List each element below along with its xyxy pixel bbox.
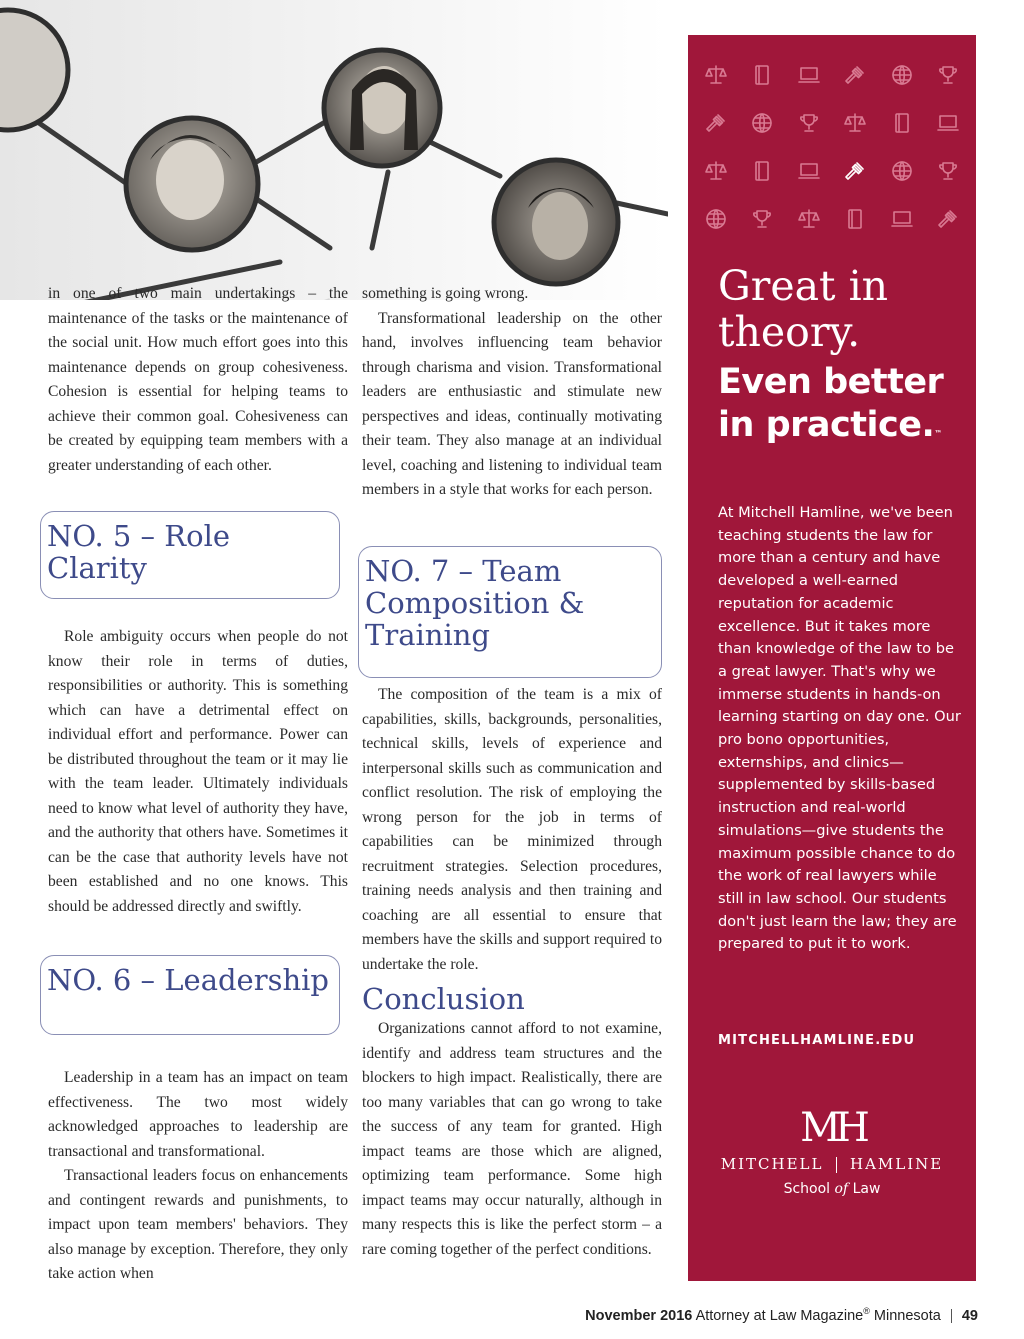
heading-team-composition <box>358 546 662 678</box>
paragraph-conclusion: Organizations cannot afford to not examine, identify and address team structures and the blockers to high impact. Realistically, there are too many variables that can go wrong to take the success of any team for granted. High impact teams are those which are aligned, optimizing team performance. Some high impact teams may occur naturally, although in many respects this is like the perfect storm – a rare coming together of the perfect conditions. <box>362 1020 662 1258</box>
trophy-icon <box>750 207 774 231</box>
gavel-icon <box>704 111 728 135</box>
ad-headline-line1: Great in <box>718 262 889 310</box>
paragraph-something-wrong: something is going wrong. <box>362 285 529 302</box>
page-number: 49 <box>961 1307 978 1324</box>
gavel-icon <box>936 207 960 231</box>
trophy-icon <box>936 159 960 183</box>
paragraph-role-ambiguity: Role ambiguity occurs when people do not know their role in terms of duties, responsibilities or authority. This is something which can have a detrimental effect on individual effort and performance. Power can be distributed throughout the team or it may lie with the team leader. Ultimately individuals need to know what level of authority they have, and the authority that others have. Sometimes it can be the case that authority levels have not been established and no one knows. This should be addressed directly and swiftly. <box>48 628 348 915</box>
heading-role-clarity <box>40 511 340 599</box>
ad-headline-line2: theory. <box>718 308 861 356</box>
logo-divider <box>836 1157 837 1173</box>
photo-banner <box>0 0 668 300</box>
mh-logo-mark <box>796 1103 868 1147</box>
logo-wordmark <box>712 1155 952 1173</box>
book-icon <box>890 111 914 135</box>
footer-region: Minnesota <box>873 1307 941 1324</box>
laptop-icon <box>890 207 914 231</box>
laptop-icon <box>797 63 821 87</box>
heading-leadership <box>40 955 340 1035</box>
ad-headline <box>718 263 968 355</box>
ad-website-link[interactable]: MITCHELLHAMLINE.EDU <box>718 1033 916 1048</box>
footer-date: November 2016 <box>585 1307 693 1324</box>
globe-icon <box>750 111 774 135</box>
book-icon <box>843 207 867 231</box>
scales-icon <box>843 111 867 135</box>
column-left-role <box>48 625 348 919</box>
laptop-icon <box>936 111 960 135</box>
footer-magazine: Attorney at Law Magazine <box>695 1307 864 1324</box>
footer-separator <box>951 1309 952 1323</box>
gavel-icon <box>843 63 867 87</box>
scales-icon <box>704 159 728 183</box>
icon-row <box>704 99 960 147</box>
logo-school-word: School <box>783 1181 831 1197</box>
paragraph-maintenance: in one of two main undertakings – the maintenance of the tasks or the maintenance of the social unit. How much effort goes into this maintenance depends on group cohesiveness. Cohesion is essential for helping teams to achieve their common goal. Cohesiveness can be created by equipping team members with a greater understanding of each other. <box>48 285 348 474</box>
heading-leadership-text: NO. 6 – Leadership <box>47 963 329 997</box>
logo-word-mitchell: MITCHELL <box>720 1155 824 1173</box>
logo-of-word: of <box>834 1181 849 1197</box>
column-right-composition <box>362 683 662 977</box>
network-photo-illustration <box>0 0 668 300</box>
scales-icon <box>797 207 821 231</box>
ad-tagline-line1: Even better <box>718 362 944 402</box>
trademark-mark: ™ <box>934 429 942 438</box>
column-right-conclusion <box>362 1017 662 1262</box>
book-icon <box>750 63 774 87</box>
page-footer <box>585 1306 978 1324</box>
trophy-icon <box>936 63 960 87</box>
heading-conclusion: Conclusion <box>362 982 525 1016</box>
book-icon <box>750 159 774 183</box>
gavel-icon <box>843 159 867 183</box>
paragraph-composition: The composition of the team is a mix of capabilities, skills, backgrounds, personalities, technical skills, levels of experience and interpersonal skills such as communication and conflict resolution. The risk of employing the wrong person for the job in terms of capabilities can be minimized through recruitment strategies. Selection procedures, training needs analysis and then training and coaching are all essential to ensure that members have the skills and support required to undertake the role. <box>362 686 662 973</box>
icon-row <box>704 51 960 99</box>
column-left <box>48 282 348 478</box>
paragraph-transformational: Transformational leadership on the other hand, involves influencing team behavior through charisma and vision. Transformational leaders are enthusiastic and stimulate new perspectives and ideas, continually motivating their team. They also manage at an individual level, coaching and listening to individual team members in a style that works for each person. <box>362 309 662 498</box>
heading-role-clarity-text: NO. 5 – Role Clarity <box>47 519 231 585</box>
globe-icon <box>704 207 728 231</box>
globe-icon <box>890 63 914 87</box>
paragraph-leadership: Leadership in a team has an impact on team effectiveness. The two most widely acknowledged approaches to leadership are transactional and transformational. <box>48 1069 348 1160</box>
heading-team-composition-text: NO. 7 – Team Composition & Training <box>365 554 585 652</box>
ad-tagline <box>718 361 974 447</box>
icon-pattern <box>704 51 960 243</box>
trophy-icon <box>797 111 821 135</box>
paragraph-transactional: Transactional leaders focus on enhancements and contingent rewards and punishments, to impact upon team members' behaviors. They also manage by exception. Therefore, they only take action when <box>48 1167 348 1282</box>
column-left-leadership <box>48 1066 348 1287</box>
scales-icon <box>704 63 728 87</box>
ad-tagline-line2: in practice. <box>718 405 935 445</box>
icon-row <box>704 195 960 243</box>
logo-school-of-law <box>712 1181 952 1197</box>
logo-word-hamline: HAMLINE <box>850 1155 944 1173</box>
mitchell-hamline-ad <box>688 35 976 1281</box>
footer-registered: ® <box>863 1306 870 1316</box>
ad-body-text: At Mitchell Hamline, we've been teaching students the law for more than a century and have developed a well-earned reputation for academic excellence. But it takes more than knowledge of the law to be a great lawyer. That's why we immerse students in hands-on learning starting on day one. Our pro bono opportunities, externships, and clinics—supplemented by skills-based instruction and real-world simulations—give students the maximum possible chance to do the work of real lawyers while still in law school. Our students don't just learn the law; they are prepared to put it to work. <box>718 504 961 953</box>
globe-icon <box>890 159 914 183</box>
column-right <box>362 282 662 503</box>
mh-logo-letters: MH <box>800 1105 864 1147</box>
laptop-icon <box>797 159 821 183</box>
icon-row <box>704 147 960 195</box>
logo-law-word: Law <box>852 1181 881 1197</box>
